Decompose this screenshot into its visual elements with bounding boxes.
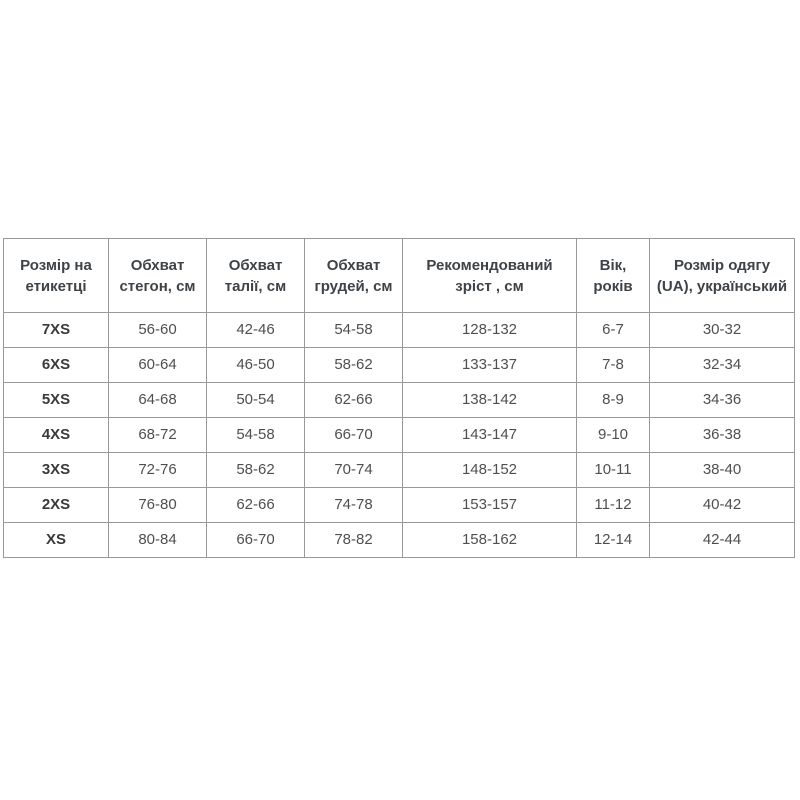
value-cell: 80-84 [109,523,207,558]
value-cell: 60-64 [109,348,207,383]
size-chart [3,238,795,558]
value-cell: 66-70 [305,418,403,453]
size-label-cell: XS [4,523,109,558]
column-header: Обхват талії, см [207,239,305,313]
value-cell: 32-34 [650,348,795,383]
size-label-cell: 7XS [4,313,109,348]
value-cell: 138-142 [403,383,577,418]
value-cell: 76-80 [109,488,207,523]
value-cell: 62-66 [207,488,305,523]
table-row [4,418,795,453]
size-label-cell: 4XS [4,418,109,453]
column-header: Вік, років [577,239,650,313]
size-label-cell: 2XS [4,488,109,523]
value-cell: 62-66 [305,383,403,418]
value-cell: 46-50 [207,348,305,383]
value-cell: 58-62 [207,453,305,488]
table-row [4,383,795,418]
value-cell: 54-58 [305,313,403,348]
value-cell: 9-10 [577,418,650,453]
table-row [4,523,795,558]
size-label-cell: 3XS [4,453,109,488]
size-chart-table [3,238,795,558]
value-cell: 11-12 [577,488,650,523]
value-cell: 148-152 [403,453,577,488]
value-cell: 8-9 [577,383,650,418]
value-cell: 78-82 [305,523,403,558]
table-row [4,313,795,348]
value-cell: 12-14 [577,523,650,558]
table-body [4,313,795,558]
value-cell: 6-7 [577,313,650,348]
value-cell: 36-38 [650,418,795,453]
size-label-cell: 5XS [4,383,109,418]
value-cell: 54-58 [207,418,305,453]
value-cell: 72-76 [109,453,207,488]
value-cell: 42-46 [207,313,305,348]
value-cell: 128-132 [403,313,577,348]
value-cell: 58-62 [305,348,403,383]
value-cell: 68-72 [109,418,207,453]
column-header: Обхват стегон, см [109,239,207,313]
column-header: Обхват грудей, см [305,239,403,313]
value-cell: 40-42 [650,488,795,523]
table-row [4,453,795,488]
value-cell: 133-137 [403,348,577,383]
column-header: Рекомендований зріст , см [403,239,577,313]
value-cell: 143-147 [403,418,577,453]
value-cell: 30-32 [650,313,795,348]
value-cell: 7-8 [577,348,650,383]
table-row [4,348,795,383]
table-row [4,488,795,523]
value-cell: 64-68 [109,383,207,418]
value-cell: 50-54 [207,383,305,418]
value-cell: 158-162 [403,523,577,558]
value-cell: 10-11 [577,453,650,488]
value-cell: 38-40 [650,453,795,488]
value-cell: 34-36 [650,383,795,418]
column-header: Розмір на етикетці [4,239,109,313]
column-header: Розмір одягу (UA), український [650,239,795,313]
header-row [4,239,795,313]
value-cell: 153-157 [403,488,577,523]
value-cell: 56-60 [109,313,207,348]
size-label-cell: 6XS [4,348,109,383]
table-header [4,239,795,313]
value-cell: 70-74 [305,453,403,488]
value-cell: 74-78 [305,488,403,523]
value-cell: 66-70 [207,523,305,558]
value-cell: 42-44 [650,523,795,558]
